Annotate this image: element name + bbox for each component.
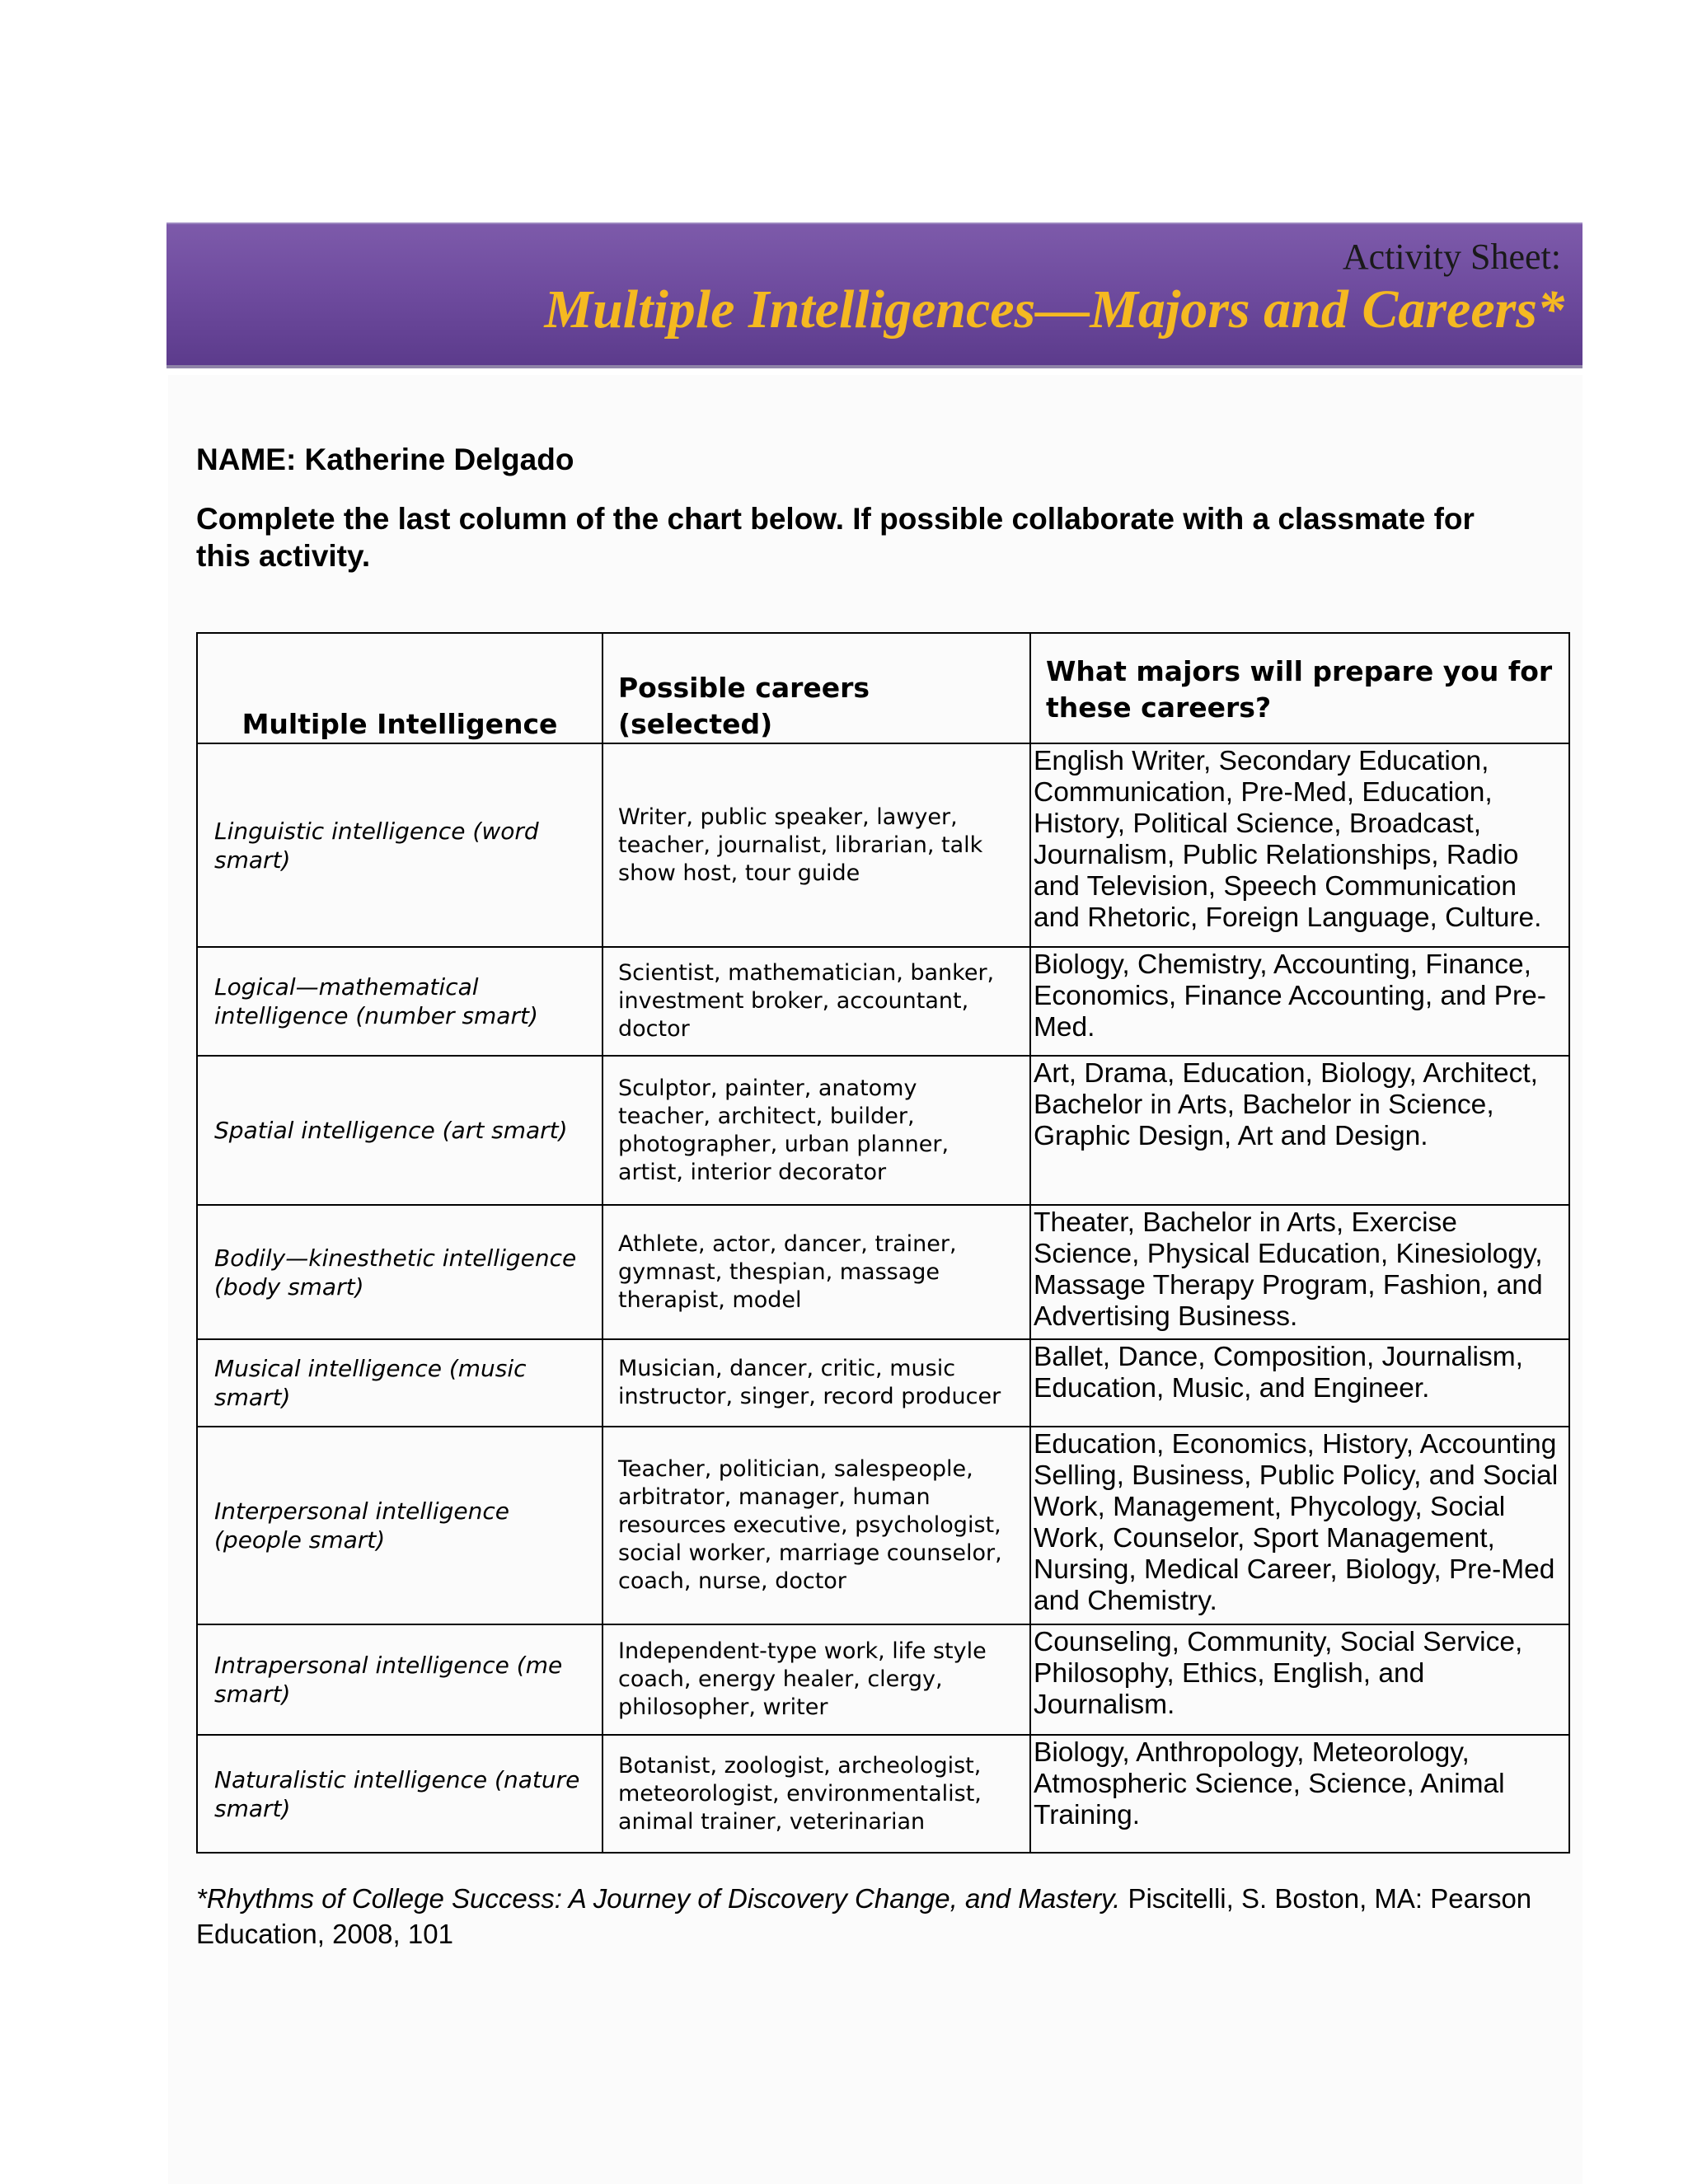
table-row bbox=[197, 947, 1569, 1056]
intelligences-table bbox=[196, 632, 1570, 1854]
table-row bbox=[197, 1205, 1569, 1339]
careers-cell: Musician, dancer, critic, music instructor, singer, record producer bbox=[603, 1339, 1030, 1427]
citation-details: Piscitelli, S. Boston, MA: Pearson Education, 2008, 101 bbox=[196, 1883, 1532, 1949]
careers-cell: Scientist, mathematician, banker, investment broker, accountant, doctor bbox=[603, 947, 1030, 1056]
table-row bbox=[197, 1427, 1569, 1624]
intelligence-cell: Spatial intelligence (art smart) bbox=[197, 1056, 603, 1205]
majors-cell: Ballet, Dance, Composition, Journalism, Education, Music, and Engineer. bbox=[1030, 1339, 1569, 1427]
careers-cell: Independent-type work, life style coach, energy healer, clergy, philosopher, writer bbox=[603, 1624, 1030, 1735]
table-row bbox=[197, 743, 1569, 947]
intelligence-cell: Logical—mathematical intelligence (number smart) bbox=[197, 947, 603, 1056]
header-majors: What majors will prepare you for these careers? bbox=[1030, 633, 1569, 743]
intelligence-cell: Bodily—kinesthetic intelligence (body smart) bbox=[197, 1205, 603, 1339]
table-row bbox=[197, 1056, 1569, 1205]
careers-cell: Botanist, zoologist, archeologist, meteorologist, environmentalist, animal trainer, veterinarian bbox=[603, 1735, 1030, 1853]
majors-cell: Theater, Bachelor in Arts, Exercise Science, Physical Education, Kinesiology, Massage Therapy Program, Fashion, and Advertising Business. bbox=[1030, 1205, 1569, 1339]
table-row bbox=[197, 1735, 1569, 1853]
careers-cell: Athlete, actor, dancer, trainer, gymnast, thespian, massage therapist, model bbox=[603, 1205, 1030, 1339]
header-multiple-intelligence: Multiple Intelligence bbox=[197, 633, 603, 743]
intelligence-cell: Musical intelligence (music smart) bbox=[197, 1339, 603, 1427]
careers-cell: Writer, public speaker, lawyer, teacher, journalist, librarian, talk show host, tour guide bbox=[603, 743, 1030, 947]
table-row bbox=[197, 1624, 1569, 1735]
careers-cell: Sculptor, painter, anatomy teacher, architect, builder, photographer, urban planner, artist, interior decorator bbox=[603, 1056, 1030, 1205]
citation-title: *Rhythms of College Success: A Journey of Discovery Change, and Mastery. bbox=[196, 1883, 1121, 1914]
header-banner bbox=[166, 223, 1582, 368]
careers-cell: Teacher, politician, salespeople, arbitrator, manager, human resources executive, psychologist, social worker, marriage counselor, coach, nurse, doctor bbox=[603, 1427, 1030, 1624]
majors-cell: Biology, Anthropology, Meteorology, Atmospheric Science, Science, Animal Training. bbox=[1030, 1735, 1569, 1853]
student-name: NAME: Katherine Delgado bbox=[196, 443, 574, 476]
banner-title: Multiple Intelligences—Majors and Careers* bbox=[544, 279, 1564, 340]
majors-cell: Art, Drama, Education, Biology, Architect, Bachelor in Arts, Bachelor in Science, Graphic Design, Art and Design. bbox=[1030, 1056, 1569, 1205]
citation-footnote bbox=[196, 1881, 1548, 1952]
table-row bbox=[197, 1339, 1569, 1427]
instructions: Complete the last column of the chart below. If possible collaborate with a classmate for this activity. bbox=[196, 502, 1475, 573]
intelligence-cell: Intrapersonal intelligence (me smart) bbox=[197, 1624, 603, 1735]
majors-cell: Biology, Chemistry, Accounting, Finance, Economics, Finance Accounting, and Pre-Med. bbox=[1030, 947, 1569, 1056]
intelligence-cell: Naturalistic intelligence (nature smart) bbox=[197, 1735, 603, 1853]
header-possible-careers: Possible careers (selected) bbox=[603, 633, 1030, 743]
majors-cell: Counseling, Community, Social Service, Philosophy, Ethics, English, and Journalism. bbox=[1030, 1624, 1569, 1735]
intelligence-cell: Interpersonal intelligence (people smart) bbox=[197, 1427, 603, 1624]
intelligence-cell: Linguistic intelligence (word smart) bbox=[197, 743, 603, 947]
table-header-row bbox=[197, 633, 1569, 743]
majors-cell: English Writer, Secondary Education, Communication, Pre-Med, Education, History, Political Science, Broadcast, Journalism, Public Relationships, Radio and Television, Speech Communication and Rhetoric, Foreign Language, Culture. bbox=[1030, 743, 1569, 947]
banner-subtitle: Activity Sheet: bbox=[1342, 237, 1561, 277]
majors-cell: Education, Economics, History, Accounting Selling, Business, Public Policy, and Social Work, Management, Phycology, Social Work, Counselor, Sport Management, Nursing, Medical Career, Biology, Pre-Med and Chemistry. bbox=[1030, 1427, 1569, 1624]
